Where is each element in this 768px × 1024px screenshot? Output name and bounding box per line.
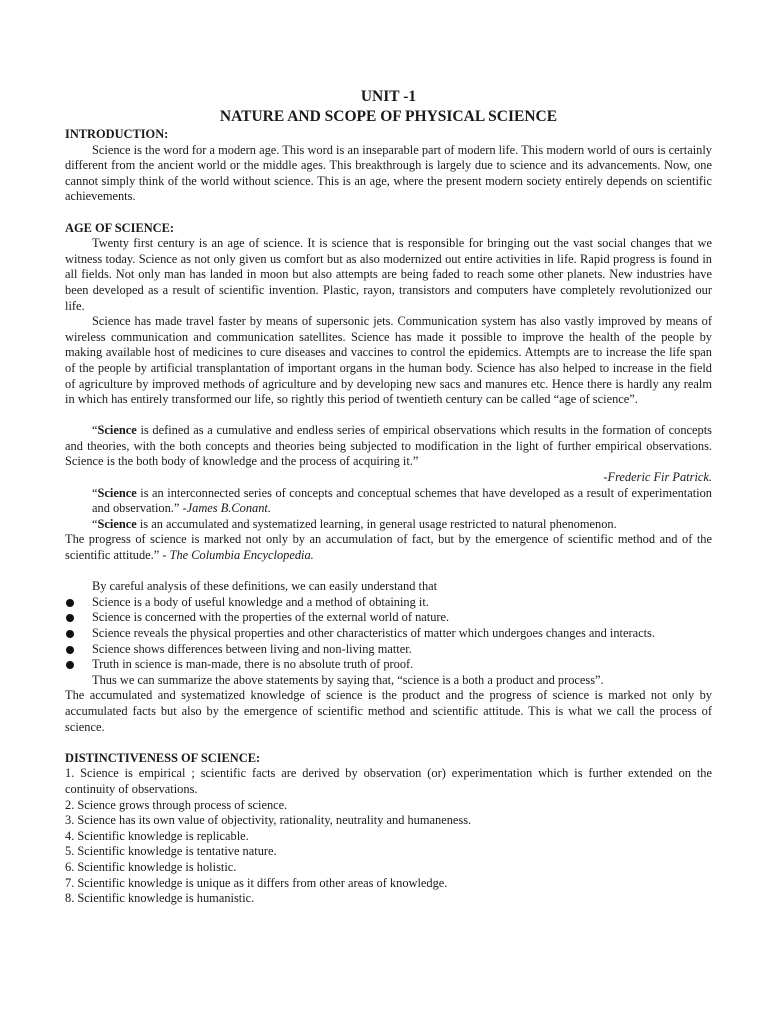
unit-number: UNIT -1	[360, 88, 417, 105]
list-item: 7. Scientific knowledge is unique as it differs from other areas of knowledge.	[65, 875, 448, 890]
list-item: Truth in science is man-made, there is no absolute truth of proof.	[65, 657, 712, 673]
page-title: NATURE AND SCOPE OF PHYSICAL SCIENCE	[219, 108, 558, 125]
definition-patrick-author: -Frederic Fir Patrick.	[603, 470, 712, 485]
list-item: Science shows differences between living and non-living matter.	[65, 642, 712, 658]
distinctiveness-list	[65, 766, 712, 906]
distinctiveness-heading: DISTINCTIVENESS OF SCIENCE:	[65, 750, 261, 765]
list-item: Science reveals the physical properties and other characteristics of matter which undergoes changes and interacts.	[65, 626, 712, 642]
analysis-bullet-list	[65, 595, 712, 673]
bullet-icon	[66, 614, 74, 622]
list-item: 4. Scientific knowledge is replicable.	[65, 828, 249, 843]
bullet-icon	[66, 630, 74, 638]
age-of-science-paragraph-1: Twenty first century is an age of science. It is science that is responsible for bringing out the vast social changes that we witness today. Science as not only given us comfort but as also modernized out entire activities in life. Rapid progress is found in all fields. Not only man has landed in moon but also attempts are being faded to reach some other planets. New industries have been developed as a result of scientific invention. Plastic, rayon, transistors and computers have completely revolutionized our life.	[65, 236, 712, 313]
list-item: Science is concerned with the properties of the external world of nature.	[65, 610, 712, 626]
definition-columbia-author: The Columbia Encyclopedia.	[169, 548, 314, 563]
age-of-science-paragraph-2: Science has made travel faster by means of supersonic jets. Communication system has also vastly improved by means of wireless communication and communication satellites. Science has made it possible to improve the health of the people by making available host of medicines to cure diseases and vaccines to control the epidemics. Attempts are to increase the life span of the people by artificial transplantation of important organs in the human body. Science has also helped to increase in the field of agriculture by improved methods of agriculture and by developing new sacs and manures etc. Hence there is hardly any realm in which has entirely transformed our life, so rightly this period of twentieth century can be called “age of science”.	[65, 314, 712, 407]
list-item: 8. Scientific knowledge is humanistic.	[65, 891, 255, 906]
analysis-summary: Thus we can summarize the above statements by saying that, “science is a both a product and process”.	[92, 672, 604, 687]
definition-keyword: Science	[97, 516, 137, 531]
definition-conant-author: -James B.Conant.	[182, 501, 271, 516]
definition-patrick: “Science is defined as a cumulative and endless series of empirical observations which results in the formation of concepts and theories, with the both concepts and theories being subjected to modification in the light of further empirical observations. Science is the both body of knowledge and the process of acquiring it.”	[65, 423, 712, 469]
definition-keyword: Science	[97, 485, 137, 500]
analysis-conclusion: The accumulated and systematized knowledge of science is the product and the progress of science is marked not only by accumulated facts but also by the emergence of scientific method and scientific attitude. This is what we call the process of science.	[65, 688, 712, 734]
definition-conant: “Science is an interconnected series of concepts and conceptual schemes that have developed as a result of experimentation and observation.” -James B.Conant.	[92, 485, 712, 516]
introduction-paragraph: Science is the word for a modern age. This word is an inseparable part of modern life. This modern world of ours is certainly different from the ancient world or the middle ages. This breakthrough is largely due to science and its advancements. Now, one cannot simply think of the world without science. This is an age, where the present modern society entirely depends on scientific achievements.	[65, 142, 712, 204]
definition-columbia: “Science is an accumulated and systematized learning, in general usage restricted to natural phenomenon.	[92, 516, 617, 531]
bullet-icon	[66, 661, 74, 669]
list-item: Science is a body of useful knowledge and a method of obtaining it.	[65, 595, 712, 611]
list-item: 5. Scientific knowledge is tentative nature.	[65, 844, 277, 859]
list-item: 1. Science is empirical ; scientific facts are derived by observation (or) experimentation which is further extended on the continuity of observations.	[65, 766, 712, 796]
definition-keyword: Science	[97, 423, 137, 438]
list-item: 6. Scientific knowledge is holistic.	[65, 859, 237, 874]
analysis-intro: By careful analysis of these definitions, we can easily understand that	[92, 579, 438, 594]
list-item: 3. Science has its own value of objectivity, rationality, neutrality and humaneness.	[65, 813, 472, 828]
bullet-icon	[66, 599, 74, 607]
definition-columbia-continued: The progress of science is marked not only by an accumulation of fact, but by the emergence of scientific method and of the scientific attitude.” - The Columbia Encyclopedia.	[65, 532, 712, 563]
list-item: 2. Science grows through process of science.	[65, 797, 288, 812]
bullet-icon	[66, 646, 74, 654]
introduction-heading: INTRODUCTION:	[65, 127, 169, 141]
age-of-science-heading: AGE OF SCIENCE:	[65, 220, 175, 235]
